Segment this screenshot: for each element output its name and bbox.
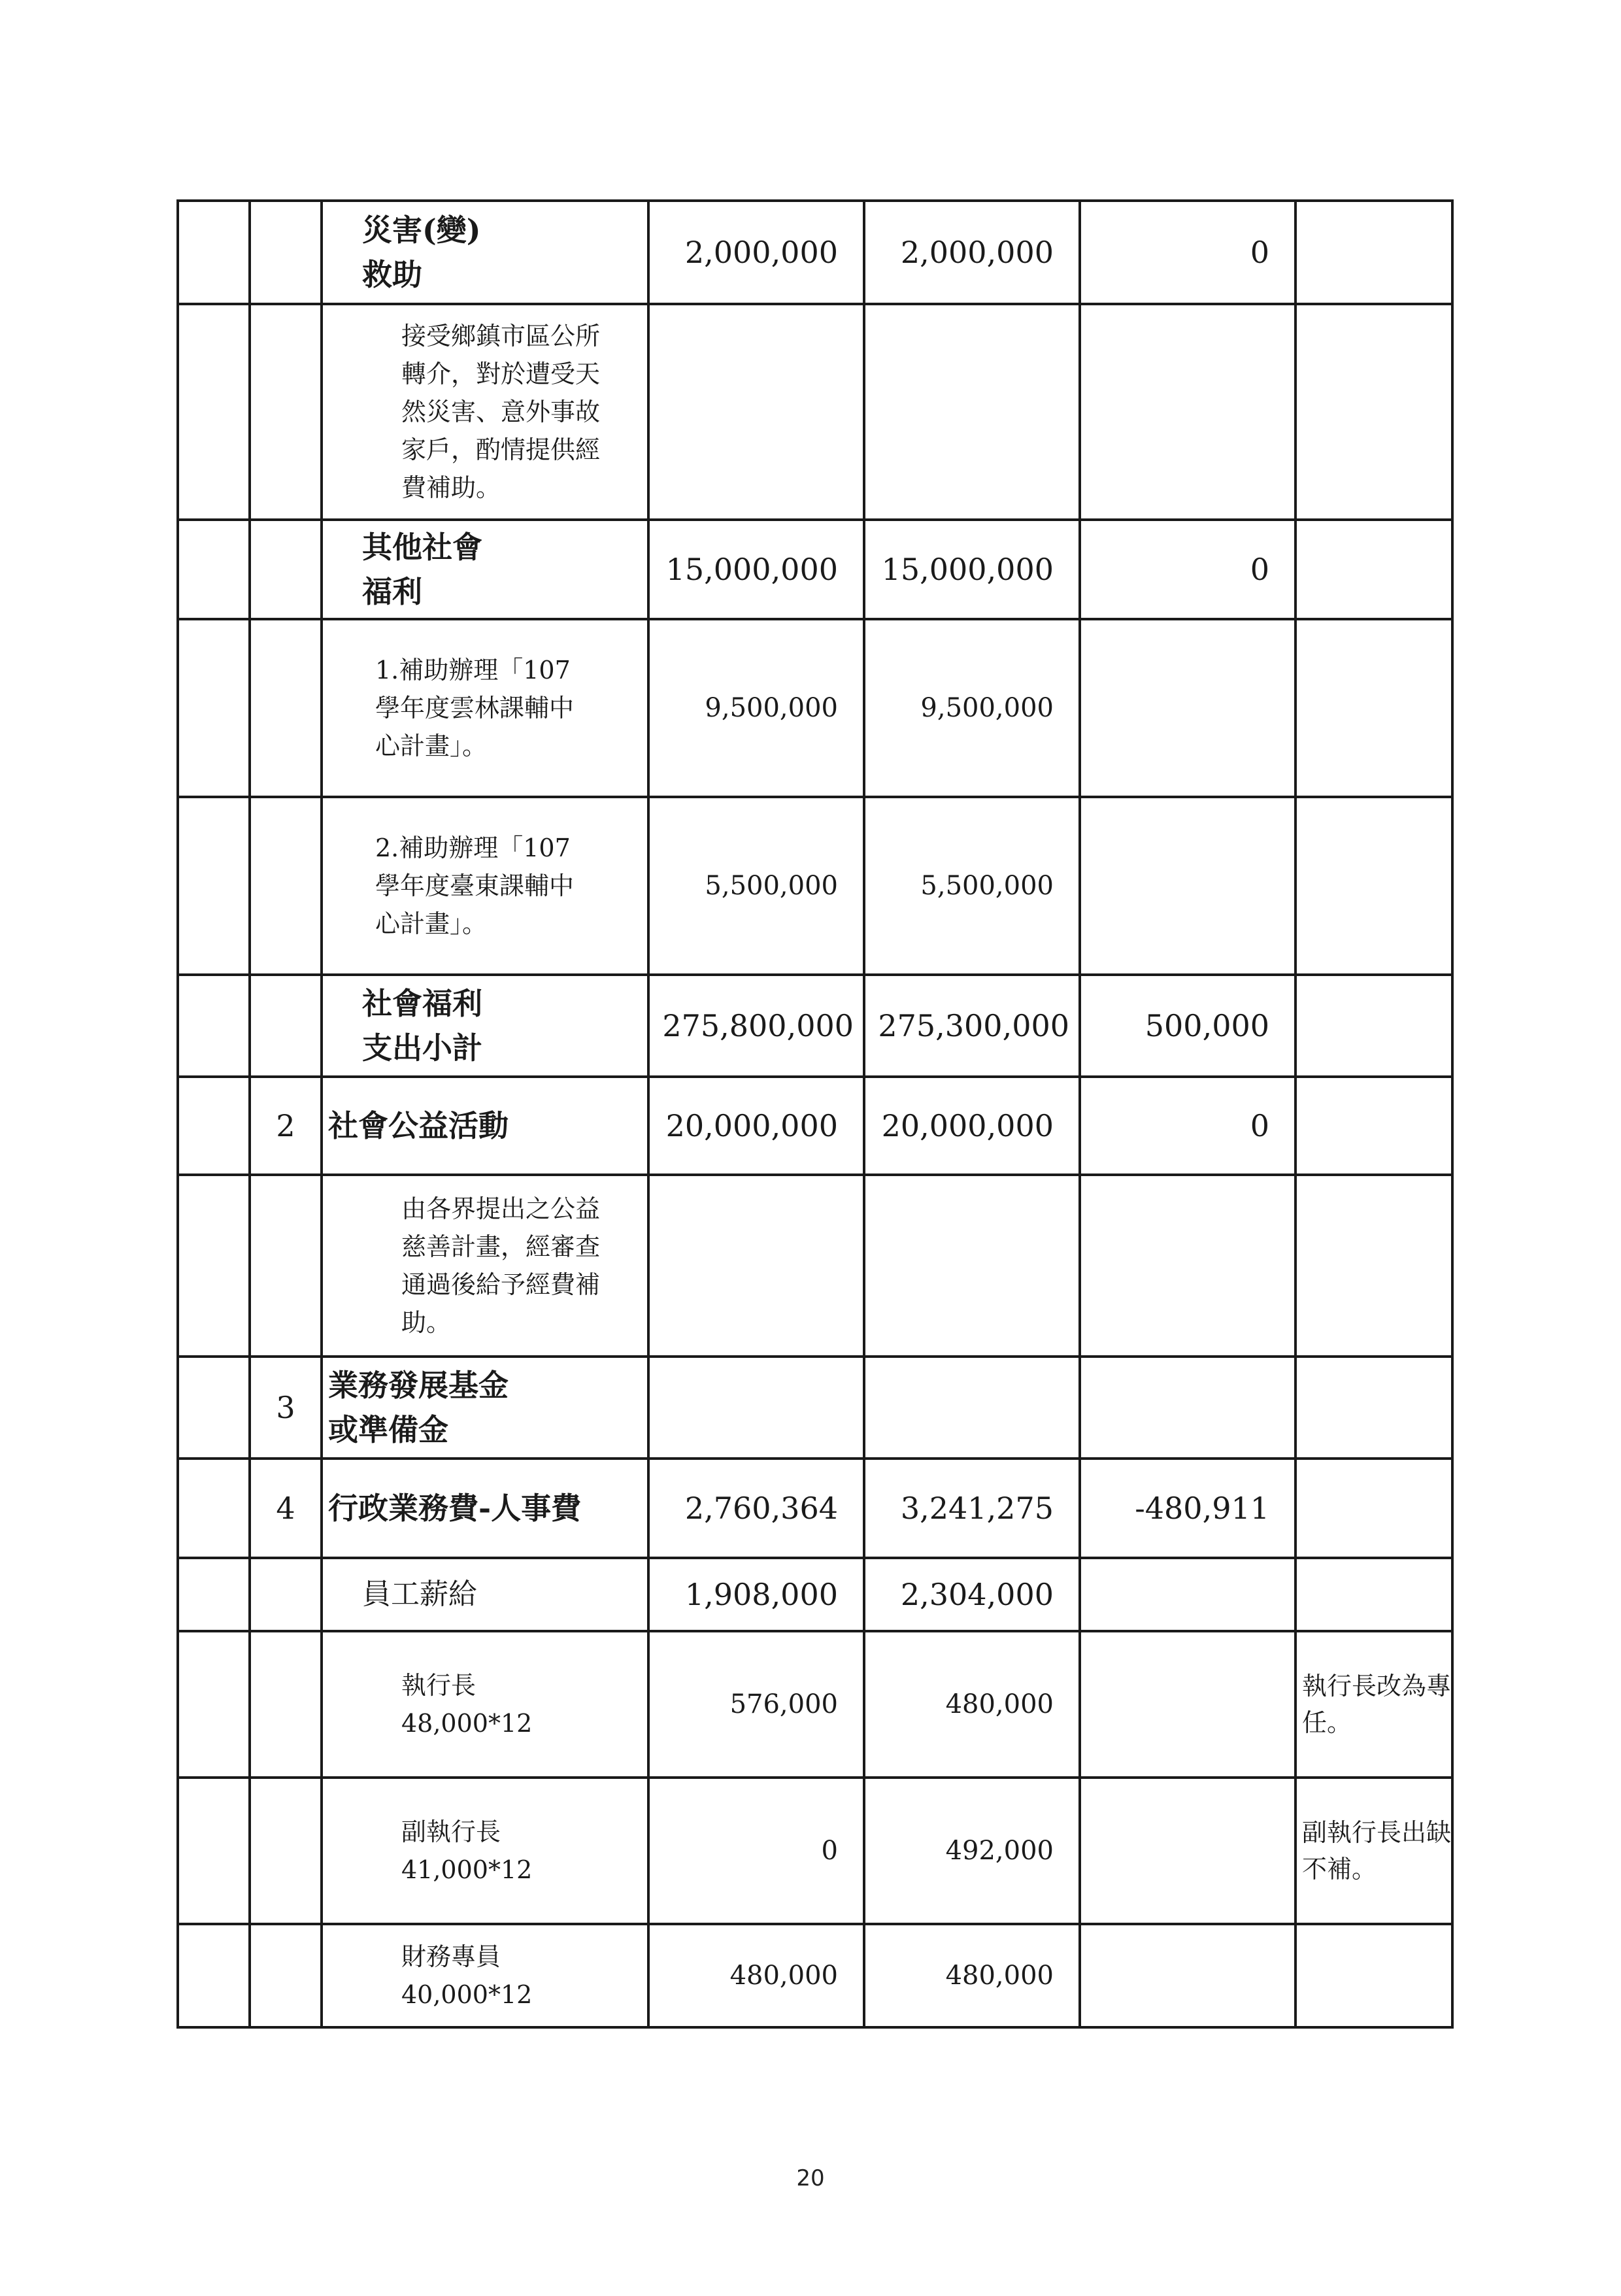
item-description: 接受鄉鎮市區公所轉介，對於遭受天然災害、意外事故家戶，酌情提供經費補助。 (322, 304, 648, 520)
budget-amount: 2,760,364 (648, 1459, 864, 1558)
item-index: 4 (250, 1459, 322, 1558)
previous-amount: 5,500,000 (864, 797, 1080, 975)
table-row (178, 304, 1452, 520)
previous-amount: 20,000,000 (864, 1077, 1080, 1175)
previous-amount: 3,241,275 (864, 1459, 1080, 1558)
table-row (178, 1558, 1452, 1631)
budget-amount: 0 (648, 1778, 864, 1924)
table-row (178, 520, 1452, 619)
table-row (178, 201, 1452, 304)
item-index: 2 (250, 1077, 322, 1175)
table-row (178, 1778, 1452, 1924)
item-label: 社會福利 支出小計 (322, 975, 648, 1077)
item-label: 執行長 48,000*12 (322, 1631, 648, 1778)
item-description: 2.補助辦理「107學年度臺東課輔中心計畫」。 (322, 797, 648, 975)
budget-amount: 9,500,000 (648, 619, 864, 797)
table-row (178, 975, 1452, 1077)
budget-table (176, 199, 1454, 2029)
table-row (178, 619, 1452, 797)
difference-amount: 0 (1080, 1077, 1295, 1175)
difference-amount: 0 (1080, 520, 1295, 619)
item-description: 1.補助辦理「107學年度雲林課輔中心計畫」。 (322, 619, 648, 797)
page-number: 20 (796, 2165, 825, 2191)
previous-amount: 9,500,000 (864, 619, 1080, 797)
item-label: 社會公益活動 (322, 1077, 648, 1175)
difference-amount: 500,000 (1080, 975, 1295, 1077)
table-row (178, 1924, 1452, 2027)
item-label: 業務發展基金 或準備金 (322, 1357, 648, 1459)
previous-amount: 480,000 (864, 1924, 1080, 2027)
table-row (178, 1175, 1452, 1357)
item-label: 財務專員 40,000*12 (322, 1924, 648, 2027)
table-row (178, 797, 1452, 975)
previous-amount: 492,000 (864, 1778, 1080, 1924)
item-description: 由各界提出之公益慈善計畫，經審查通過後給予經費補助。 (322, 1175, 648, 1357)
previous-amount: 480,000 (864, 1631, 1080, 1778)
difference-amount: 0 (1080, 201, 1295, 304)
remark-note: 執行長改為專任。 (1295, 1631, 1452, 1778)
remark-note: 副執行長出缺不補。 (1295, 1778, 1452, 1924)
item-index: 3 (250, 1357, 322, 1459)
table-row (178, 1077, 1452, 1175)
item-label: 員工薪給 (322, 1558, 648, 1631)
budget-amount: 1,908,000 (648, 1558, 864, 1631)
previous-amount: 275,300,000 (864, 975, 1080, 1077)
table-row (178, 1459, 1452, 1558)
previous-amount: 15,000,000 (864, 520, 1080, 619)
previous-amount: 2,000,000 (864, 201, 1080, 304)
item-label: 其他社會 福利 (322, 520, 648, 619)
budget-amount: 20,000,000 (648, 1077, 864, 1175)
budget-amount: 5,500,000 (648, 797, 864, 975)
budget-amount: 480,000 (648, 1924, 864, 2027)
table-row (178, 1357, 1452, 1459)
budget-amount: 2,000,000 (648, 201, 864, 304)
budget-amount: 15,000,000 (648, 520, 864, 619)
table-row (178, 1631, 1452, 1778)
item-label: 災害(變) 救助 (322, 201, 648, 304)
difference-amount: -480,911 (1080, 1459, 1295, 1558)
budget-amount: 576,000 (648, 1631, 864, 1778)
budget-amount: 275,800,000 (648, 975, 864, 1077)
item-label: 行政業務費-人事費 (322, 1459, 648, 1558)
previous-amount: 2,304,000 (864, 1558, 1080, 1631)
item-label: 副執行長 41,000*12 (322, 1778, 648, 1924)
